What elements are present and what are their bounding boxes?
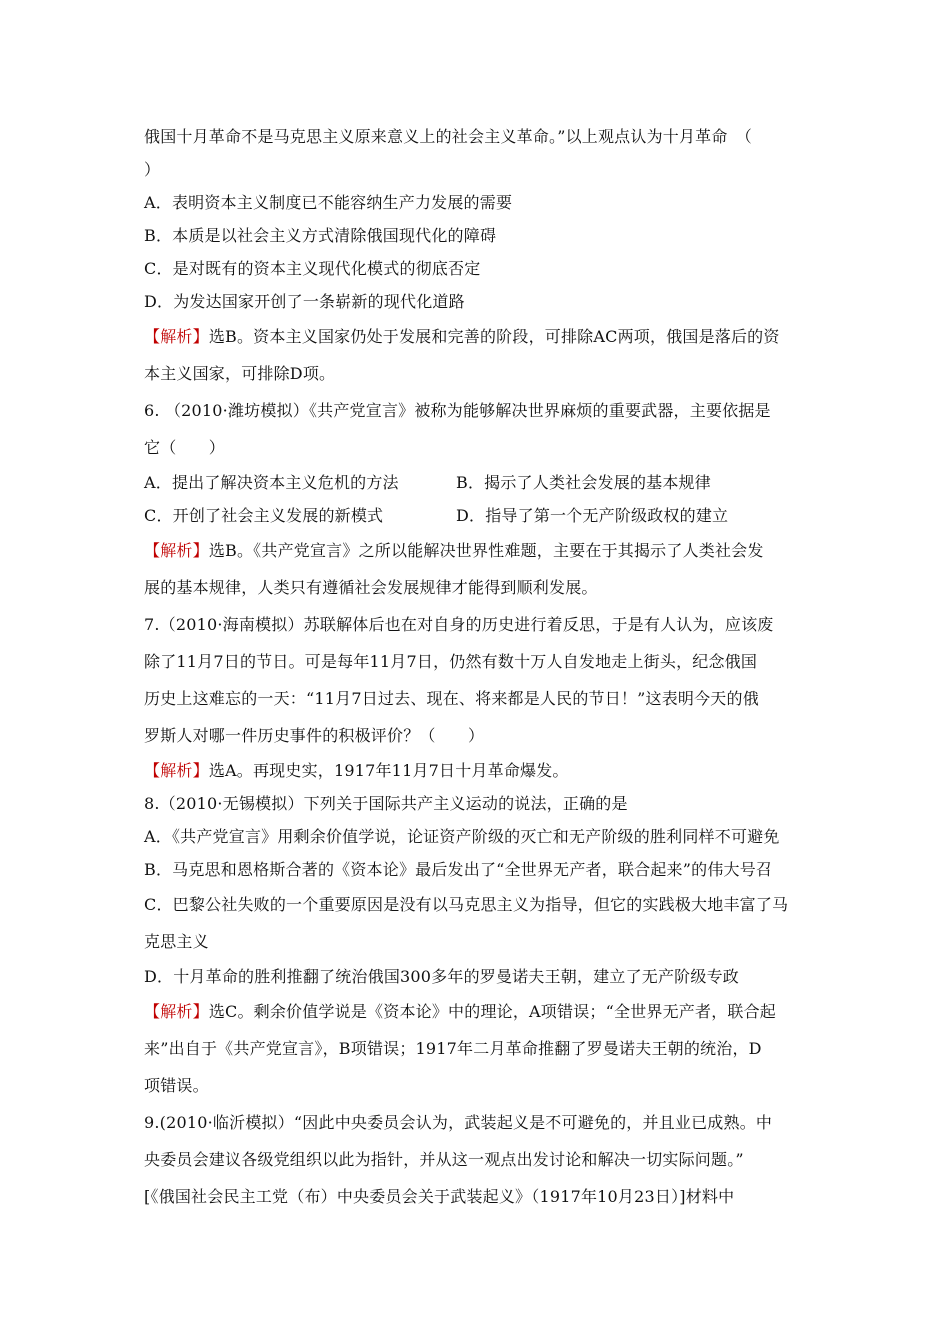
- q8-option-a: A．《共产党宣言》用剩余价值学说，论证资产阶级的灭亡和无产阶级的胜利同样不可避免: [144, 827, 780, 846]
- q7-stem-line-4: 罗斯人对哪一件历史事件的积极评价？（ ）: [144, 726, 485, 745]
- analysis-tag: 【解析】: [144, 541, 209, 560]
- q6-stem-line-1: 6. （2010·潍坊模拟）《共产党宣言》被称为能够解决世界麻烦的重要武器，主要依据是: [144, 401, 771, 420]
- q8-analysis-line-2: 来”出自于《共产党宣言》，B项错误；1917年二月革命推翻了罗曼诺夫王朝的统治，D: [144, 1039, 762, 1058]
- analysis-tag: 【解析】: [144, 761, 209, 780]
- q6-analysis-text-1: 选B。《共产党宣言》之所以能解决世界性难题，主要在于其揭示了人类社会发: [208, 541, 764, 560]
- q7-stem-line-3: 历史上这难忘的一天：“11月7日过去、现在、将来都是人民的节日！”这表明今天的俄: [144, 689, 759, 708]
- q9-stem-line-1: 9.(2010·临沂模拟）“因此中央委员会认为，武装起义是不可避免的，并且业已成熟。中: [144, 1113, 773, 1132]
- q8-analysis-text-1: 选C。剩余价值学说是《资本论》中的理论，A项错误；“全世界无产者，联合起: [208, 1002, 776, 1021]
- q5-stem-line-2: ）: [144, 160, 161, 179]
- q7-analysis-line-1: [144, 754, 812, 787]
- q6-analysis-line-2: 展的基本规律，人类只有遵循社会发展规律才能得到顺利发展。: [144, 578, 598, 597]
- q8-option-d: D．十月革命的胜利推翻了统治俄国300多年的罗曼诺夫王朝，建立了无产阶级专政: [144, 967, 739, 986]
- q6-option-row-1: [144, 466, 812, 499]
- q5-option-d: D．为发达国家开创了一条崭新的现代化道路: [144, 292, 465, 311]
- q8-stem-line-1: 8.（2010·无锡模拟）下列关于国际共产主义运动的说法，正确的是: [144, 794, 628, 813]
- q8-analysis-line-1: [144, 993, 812, 1030]
- q7-analysis-text-1: 选A。再现史实，1917年11月7日十月革命爆发。: [208, 761, 569, 780]
- q5-analysis-line-1: [144, 318, 812, 355]
- q6-stem-line-2: 它（ ）: [144, 438, 226, 457]
- q9-stem-line-2: 央委员会建议各级党组织以此为指针，并从这一观点出发讨论和解决一切实际问题。”: [144, 1150, 744, 1169]
- q8-option-c: C．巴黎公社失败的一个重要原因是没有以马克思主义为指导，但它的实践极大地丰富了马: [144, 895, 789, 914]
- q6-option-row-2: [144, 499, 812, 532]
- q8-option-b: B．马克思和恩格斯合著的《资本论》最后发出了“全世界无产者，联合起来”的伟大号召: [144, 860, 773, 879]
- q6-option-a: A．提出了解决资本主义危机的方法: [144, 473, 399, 492]
- q8-analysis-line-3: 项错误。: [144, 1076, 209, 1095]
- q8-option-c-continued: 克思主义: [144, 932, 209, 951]
- q5-option-c: C．是对既有的资本主义现代化模式的彻底否定: [144, 259, 481, 278]
- document-page: [144, 120, 812, 1215]
- q9-stem-line-3: [《俄国社会民主工党（布）中央委员会关于武装起义》（1917年10月23日）]材料中: [144, 1187, 735, 1206]
- q5-option-b: B．本质是以社会主义方式清除俄国现代化的障碍: [144, 226, 497, 245]
- q5-analysis-line-2: 本主义国家，可排除D项。: [144, 364, 336, 383]
- q7-stem-line-2: 除了11月7日的节日。可是每年11月7日，仍然有数十万人自发地走上街头，纪念俄国: [144, 652, 758, 671]
- analysis-tag: 【解析】: [144, 327, 209, 346]
- q7-stem-line-1: 7.（2010·海南模拟）苏联解体后也在对自身的历史进行着反思，于是有人认为，应该废: [144, 615, 774, 634]
- q6-option-b: B．揭示了人类社会发展的基本规律: [456, 473, 711, 492]
- q5-stem-line-1: 俄国十月革命不是马克思主义原来意义上的社会主义革命。”以上观点认为十月革命 （: [144, 127, 752, 146]
- q6-option-d: D．指导了第一个无产阶级政权的建立: [456, 506, 729, 525]
- q6-option-c: C．开创了社会主义发展的新模式: [144, 506, 384, 525]
- q5-option-a: A．表明资本主义制度已不能容纳生产力发展的需要: [144, 193, 513, 212]
- analysis-tag: 【解析】: [144, 1002, 209, 1021]
- q6-analysis-line-1: [144, 532, 812, 569]
- q5-analysis-text-1: 选B。资本主义国家仍处于发展和完善的阶段，可排除AC两项，俄国是落后的资: [208, 327, 780, 346]
